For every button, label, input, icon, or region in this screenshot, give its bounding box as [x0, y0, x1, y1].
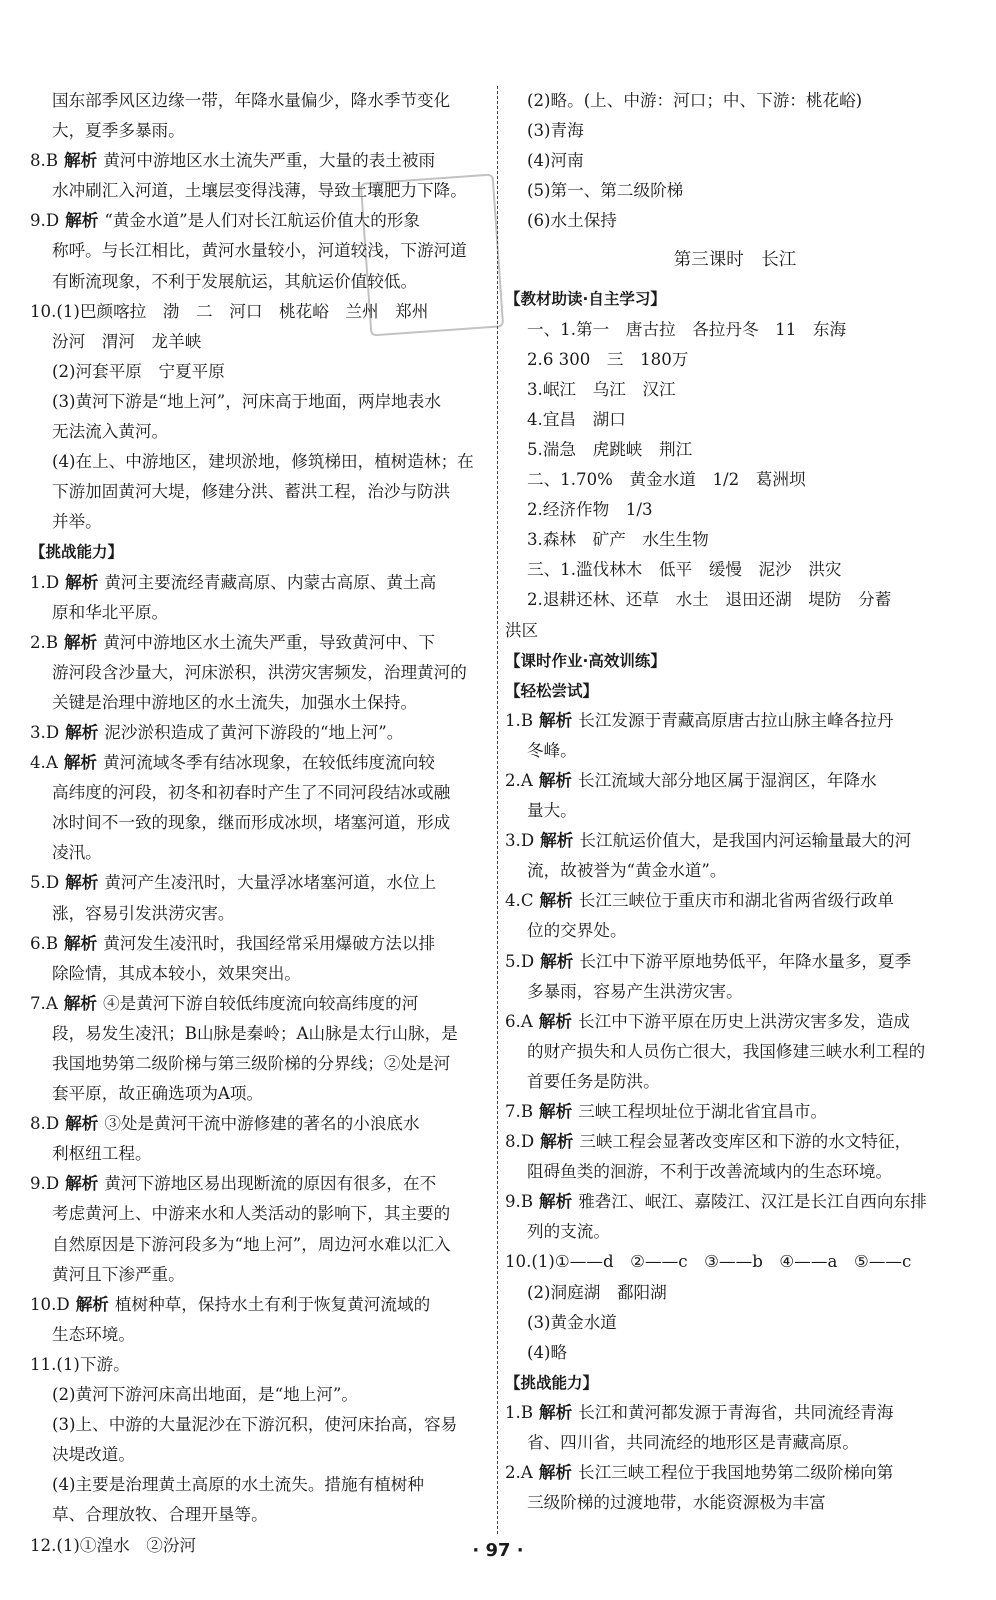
answer-line: [505, 345, 965, 375]
answer-line: [30, 1500, 490, 1530]
line-text: 2.6 300 三 180万: [527, 349, 689, 369]
line-text: 水冲刷汇入河道，土壤层变得浅薄，导致土壤肥力下降。: [52, 181, 467, 201]
answer-line: [30, 598, 490, 628]
answer-number: 8.B: [30, 151, 59, 171]
line-text: 长江和黄河都发源于青海省，共同流经青海: [578, 1402, 894, 1422]
answer-line: [30, 899, 490, 929]
line-text: 12.(1)①湟水 ②汾河: [30, 1535, 197, 1555]
line-text: 【挑战能力】: [505, 1373, 599, 1392]
line-text: “黄金水道”是人们对长江航运价值大的形象: [104, 211, 420, 231]
line-text: 10.(1)①——d ②——c ③——b ④——a ⑤——c: [505, 1252, 912, 1272]
answer-line: [30, 1079, 490, 1109]
answer-number: 6.B: [30, 933, 59, 953]
answer-line: [30, 568, 490, 598]
section-heading: [505, 646, 965, 676]
analysis-label: 解析: [539, 1402, 573, 1422]
answer-number: 5.D: [30, 873, 60, 893]
line-text: 列的支流。: [527, 1222, 610, 1242]
analysis-label: 解析: [63, 753, 98, 773]
answer-line: [505, 796, 965, 826]
line-text: (2)黄河下游河床高出地面，是“地上河”。: [52, 1385, 358, 1405]
answer-line: [505, 495, 965, 525]
answer-line: [505, 116, 965, 146]
answer-line: [505, 1157, 965, 1187]
answer-number: 8.D: [505, 1132, 535, 1152]
line-text: 三峡工程坝址位于湖北省宜昌市。: [578, 1102, 828, 1121]
answer-line: [505, 856, 965, 886]
answer-line: [30, 417, 490, 447]
line-text: 洪区: [505, 620, 539, 640]
lesson-title: [505, 240, 965, 280]
answer-line: [505, 1247, 965, 1277]
answer-line: [505, 1278, 965, 1308]
line-text: 首要任务是防洪。: [527, 1071, 660, 1091]
line-text: 国东部季风区边缘一带，年降水量偏少，降水季节变化: [52, 91, 451, 110]
analysis-label: 解析: [65, 1174, 99, 1194]
line-text: 3.岷江 乌江 汉江: [527, 379, 676, 399]
analysis-label: 解析: [539, 710, 573, 730]
answer-line: [30, 748, 490, 778]
line-text: 5.湍急 虎跳峡 荆江: [527, 439, 693, 459]
answer-line: [505, 1007, 965, 1037]
line-text: 冰时间不一致的现象，继而形成冰坝，堵塞河道，形成: [52, 813, 451, 833]
answer-line: [30, 1260, 490, 1290]
answer-number: 1.B: [505, 1402, 534, 1422]
line-text: 大，夏季多暴雨。: [52, 121, 185, 141]
line-text: 长江航运价值大，是我国内河运输量最大的河: [579, 831, 912, 851]
line-text: 决堤改道。: [52, 1445, 135, 1465]
analysis-label: 解析: [540, 1132, 574, 1152]
answer-number: 7.A: [30, 993, 58, 1013]
section-heading: [30, 537, 490, 567]
line-text: 黄河且下渗严重。: [52, 1264, 185, 1284]
line-text: 自然原因是下游河段多为“地上河”，周边河水难以汇入: [52, 1234, 451, 1254]
answer-number: 2.B: [30, 632, 59, 652]
line-text: 有断流现象，不利于发展航运，其航运价值较低。: [52, 271, 418, 291]
line-text: 的财产损失和人员伤亡很大，我国修建三峡水利工程的: [527, 1041, 926, 1061]
answer-line: [505, 315, 965, 345]
line-text: 长江中下游平原在历史上洪涝灾害多发，造成: [578, 1011, 910, 1031]
answer-line: [505, 1187, 965, 1217]
line-text: 下游加固黄河大堤，修建分洪、蓄洪工程，治沙与防洪: [52, 482, 451, 502]
line-text: (4)在上、中游地区，建坝淤地，修筑梯田，植树造林；在: [52, 452, 474, 472]
answer-number: 9.D: [30, 211, 60, 231]
line-text: 游河段含沙量大，河床淤积，洪涝灾害频发，治理黄河的: [52, 662, 467, 682]
line-text: 【轻松尝试】: [505, 681, 599, 700]
answer-number: 3.D: [30, 722, 60, 742]
line-text: 三、1.滥伐林木 低平 缓慢 泥沙 洪灾: [527, 560, 842, 580]
line-text: 黄河中游地区水土流失严重，导致黄河中、下: [103, 632, 436, 652]
line-text: 10.(1)巴颜喀拉 渤 二 河口 桃花峪 兰州 郑州: [30, 301, 429, 321]
analysis-label: 解析: [65, 572, 99, 592]
answer-line: [505, 585, 965, 615]
answer-line: [505, 947, 965, 977]
line-text: 长江中下游平原地势低平，年降水量多，夏季: [579, 951, 912, 971]
line-text: (3)青海: [527, 121, 584, 141]
analysis-label: 解析: [63, 993, 98, 1013]
line-text: 凌汛。: [52, 843, 102, 863]
answer-line: [30, 778, 490, 808]
answer-line: [30, 959, 490, 989]
answer-line: [30, 116, 490, 146]
line-text: 黄河主要流经青藏高原、内蒙古高原、黄土高: [104, 572, 437, 592]
line-text: 称呼。与长江相比，黄河水量较小，河道较浅，下游河道: [52, 241, 467, 261]
answer-line: [30, 507, 490, 537]
line-text: (4)主要是治理黄土高原的水土流失。措施有植树种: [52, 1475, 424, 1495]
line-text: 黄河发生凌汛时，我国经常采用爆破方法以排: [103, 933, 436, 953]
answer-number: 1.D: [30, 572, 60, 592]
line-text: 长江流域大部分地区属于湿润区，年降水: [578, 770, 877, 790]
answer-line: [505, 766, 965, 796]
line-text: 2.退耕还林、还草 水土 退田还湖 堤防 分蓄: [527, 590, 892, 610]
answer-line: [505, 146, 965, 176]
line-text: 泥沙淤积造成了黄河下游段的“地上河”。: [104, 722, 404, 742]
answer-line: [30, 1199, 490, 1229]
analysis-label: 解析: [64, 933, 98, 953]
answer-line: [505, 555, 965, 585]
answer-line: [30, 868, 490, 898]
line-text: 冬峰。: [527, 740, 577, 760]
answer-line: [30, 929, 490, 959]
line-text: (2)洞庭湖 鄱阳湖: [527, 1282, 667, 1302]
answer-line: [30, 146, 490, 176]
stamp-mark: [360, 174, 504, 337]
line-text: 原和华北平原。: [52, 602, 169, 622]
answer-line: [30, 718, 490, 748]
answer-number: 9.D: [30, 1174, 60, 1194]
answer-line: [505, 1217, 965, 1247]
answer-line: [505, 886, 965, 916]
line-text: 关键是治理中游地区的水土流失，加强水土保持。: [52, 692, 418, 712]
answer-line: [505, 977, 965, 1007]
line-text: 黄河流域冬季有结冰现象，在较低纬度流向较: [103, 753, 435, 773]
line-text: (4)略: [527, 1342, 568, 1362]
line-text: 一、1.第一 唐古拉 各拉丹冬 11 东海: [527, 319, 847, 339]
line-text: 段，易发生凌汛；B山脉是秦岭；A山脉是太行山脉，是: [52, 1023, 458, 1043]
answer-line: [505, 1037, 965, 1067]
answer-number: 7.B: [505, 1102, 534, 1121]
answer-line: [30, 658, 490, 688]
answer-line: [505, 1428, 965, 1458]
line-text: 2.经济作物 1/3: [527, 500, 653, 520]
answer-line: [30, 1410, 490, 1440]
answer-number: 9.B: [505, 1192, 534, 1212]
line-text: 长江三峡工程位于我国地势第二级阶梯向第: [578, 1463, 894, 1483]
line-text: 除险情，其成本较小，效果突出。: [52, 963, 301, 983]
line-text: (3)上、中游的大量泥沙在下游沉积，使河床抬高，容易: [52, 1415, 458, 1435]
answer-line: [505, 86, 965, 116]
answer-line: [30, 808, 490, 838]
line-text: 我国地势第二级阶梯与第三级阶梯的分界线；②处是河: [52, 1054, 451, 1073]
answer-line: [505, 176, 965, 206]
answer-line: [30, 989, 490, 1019]
analysis-label: 解析: [539, 891, 573, 911]
line-text: 生态环境。: [52, 1324, 135, 1344]
line-text: (6)水土保持: [527, 211, 617, 231]
analysis-label: 解析: [65, 873, 99, 893]
line-text: ③处是黄河干流中游修建的著名的小浪底水: [104, 1114, 420, 1134]
line-text: 省、四川省，共同流经的地形区是青藏高原。: [527, 1433, 859, 1453]
answer-line: [505, 916, 965, 946]
section-heading: [505, 1368, 965, 1398]
answer-line: [505, 1127, 965, 1157]
answer-line: [505, 616, 965, 646]
answer-number: 8.D: [30, 1114, 60, 1134]
answer-line: [505, 1067, 965, 1097]
answer-line: [30, 86, 490, 116]
analysis-label: 解析: [539, 1192, 573, 1212]
line-text: (2)河套平原 宁夏平原: [52, 361, 225, 381]
answer-line: [30, 1320, 490, 1350]
analysis-label: 解析: [539, 1102, 573, 1121]
answer-line: [30, 357, 490, 387]
line-text: 【教材助读·自主学习】: [505, 290, 666, 309]
answer-line: [30, 1440, 490, 1470]
answer-line: [30, 628, 490, 658]
line-text: 高纬度的河段，初冬和初春时产生了不同河段结冰或融: [52, 783, 451, 803]
answer-line: [30, 1019, 490, 1049]
page-number: · 97 ·: [472, 1540, 524, 1561]
analysis-label: 解析: [540, 831, 574, 851]
answer-line: [30, 447, 490, 477]
answer-number: 2.A: [505, 770, 533, 790]
answer-line: [505, 375, 965, 405]
analysis-label: 解析: [538, 770, 573, 790]
answer-number: 10.D: [30, 1294, 70, 1314]
line-text: 利枢纽工程。: [52, 1144, 152, 1164]
line-text: 流，故被誉为“黄金水道”。: [527, 861, 727, 881]
answer-number: 4.A: [30, 753, 58, 773]
answer-number: 3.D: [505, 831, 535, 851]
analysis-label: 解析: [538, 1463, 573, 1483]
line-text: 考虑黄河上、中游来水和人类活动的影响下，其主要的: [52, 1204, 451, 1224]
answer-line: [505, 405, 965, 435]
line-text: 三级阶梯的过渡地带，水能资源极为丰富: [527, 1493, 826, 1513]
line-text: 植树种草，保持水土有利于恢复黄河流域的: [114, 1294, 431, 1314]
answer-number: 4.C: [505, 891, 534, 911]
line-text: (5)第一、第二级阶梯: [527, 181, 684, 201]
answer-line: [505, 1398, 965, 1428]
right-column: [505, 86, 965, 1542]
answer-line: [505, 826, 965, 856]
line-text: 套平原，故正确选项为A项。: [52, 1084, 264, 1104]
line-text: (4)河南: [527, 151, 584, 171]
line-text: 二、1.70% 黄金水道 1/2 葛洲坝: [527, 470, 806, 490]
answer-line: [30, 1109, 490, 1139]
line-text: 【课时作业·高效训练】: [505, 651, 666, 670]
analysis-label: 解析: [538, 1011, 573, 1031]
analysis-label: 解析: [65, 211, 99, 231]
line-text: 汾河 渭河 龙羊峡: [52, 331, 202, 351]
analysis-label: 解析: [64, 151, 98, 171]
answer-line: [505, 465, 965, 495]
answer-number: 6.A: [505, 1011, 533, 1031]
answer-line: [30, 688, 490, 718]
answer-line: [505, 1308, 965, 1338]
answer-line: [505, 435, 965, 465]
line-text: 4.宜昌 湖口: [527, 409, 626, 429]
line-text: 量大。: [527, 801, 577, 821]
answer-line: [505, 736, 965, 766]
line-text: 涨，容易引发洪涝灾害。: [52, 903, 235, 923]
line-text: 草、合理放牧、合理开垦等。: [52, 1505, 268, 1525]
answer-line: [505, 525, 965, 555]
analysis-label: 解析: [75, 1294, 109, 1314]
line-text: 黄河下游地区易出现断流的原因有很多，在不: [104, 1174, 437, 1194]
line-text: 黄河中游地区水土流失严重，大量的表土被雨: [103, 151, 436, 171]
line-text: (3)黄河下游是“地上河”，河床高于地面，两岸地表水: [52, 391, 441, 411]
answer-line: [30, 1049, 490, 1079]
answer-line: [30, 1139, 490, 1169]
answer-line: [30, 1169, 490, 1199]
answer-number: 2.A: [505, 1463, 533, 1483]
line-text: (2)略。(上、中游：河口；中、下游：桃花峪): [527, 91, 863, 110]
line-text: 多暴雨，容易产生洪涝灾害。: [527, 981, 743, 1001]
answer-line: [30, 1350, 490, 1380]
answer-line: [505, 1097, 965, 1127]
line-text: 并举。: [52, 512, 102, 532]
answer-line: [505, 206, 965, 236]
answer-line: [30, 1290, 490, 1320]
answer-line: [505, 1458, 965, 1488]
answer-number: 5.D: [505, 951, 535, 971]
analysis-label: 解析: [64, 632, 98, 652]
answer-number: 1.B: [505, 710, 534, 730]
answer-line: [30, 477, 490, 507]
analysis-label: 解析: [65, 1114, 99, 1134]
line-text: 【挑战能力】: [30, 543, 124, 562]
line-text: 三峡工程会显著改变库区和下游的水文特征，: [579, 1132, 912, 1152]
section-heading: [505, 284, 965, 314]
line-text: 长江发源于青藏高原唐古拉山脉主峰各拉丹: [578, 710, 894, 730]
answer-line: [30, 387, 490, 417]
answer-line: [30, 838, 490, 868]
answer-line: [30, 1380, 490, 1410]
answer-line: [30, 1230, 490, 1260]
line-text: 长江三峡位于重庆市和湖北省两省级行政单: [578, 891, 894, 911]
line-text: 11.(1)下游。: [30, 1354, 130, 1374]
analysis-label: 解析: [540, 951, 574, 971]
line-text: (3)黄金水道: [527, 1312, 617, 1332]
line-text: 3.森林 矿产 水生生物: [527, 530, 709, 550]
analysis-label: 解析: [65, 722, 99, 742]
line-text: 阻碍鱼类的洄游，不利于改善流域内的生态环境。: [527, 1162, 893, 1182]
line-text: 位的交界处。: [527, 921, 627, 941]
line-text: 黄河产生凌汛时，大量浮冰堵塞河道，水位上: [104, 873, 437, 893]
line-text: 雅砻江、岷江、嘉陵江、汉江是长江自西向东排: [578, 1192, 927, 1212]
line-text: 无法流入黄河。: [52, 422, 169, 442]
section-heading: [505, 676, 965, 706]
answer-line: [505, 1338, 965, 1368]
line-text: ④是黄河下游自较低纬度流向较高纬度的河: [103, 993, 419, 1013]
answer-line: [30, 1470, 490, 1500]
answer-line: [505, 706, 965, 736]
line-text: 第三课时 长江: [673, 250, 797, 271]
